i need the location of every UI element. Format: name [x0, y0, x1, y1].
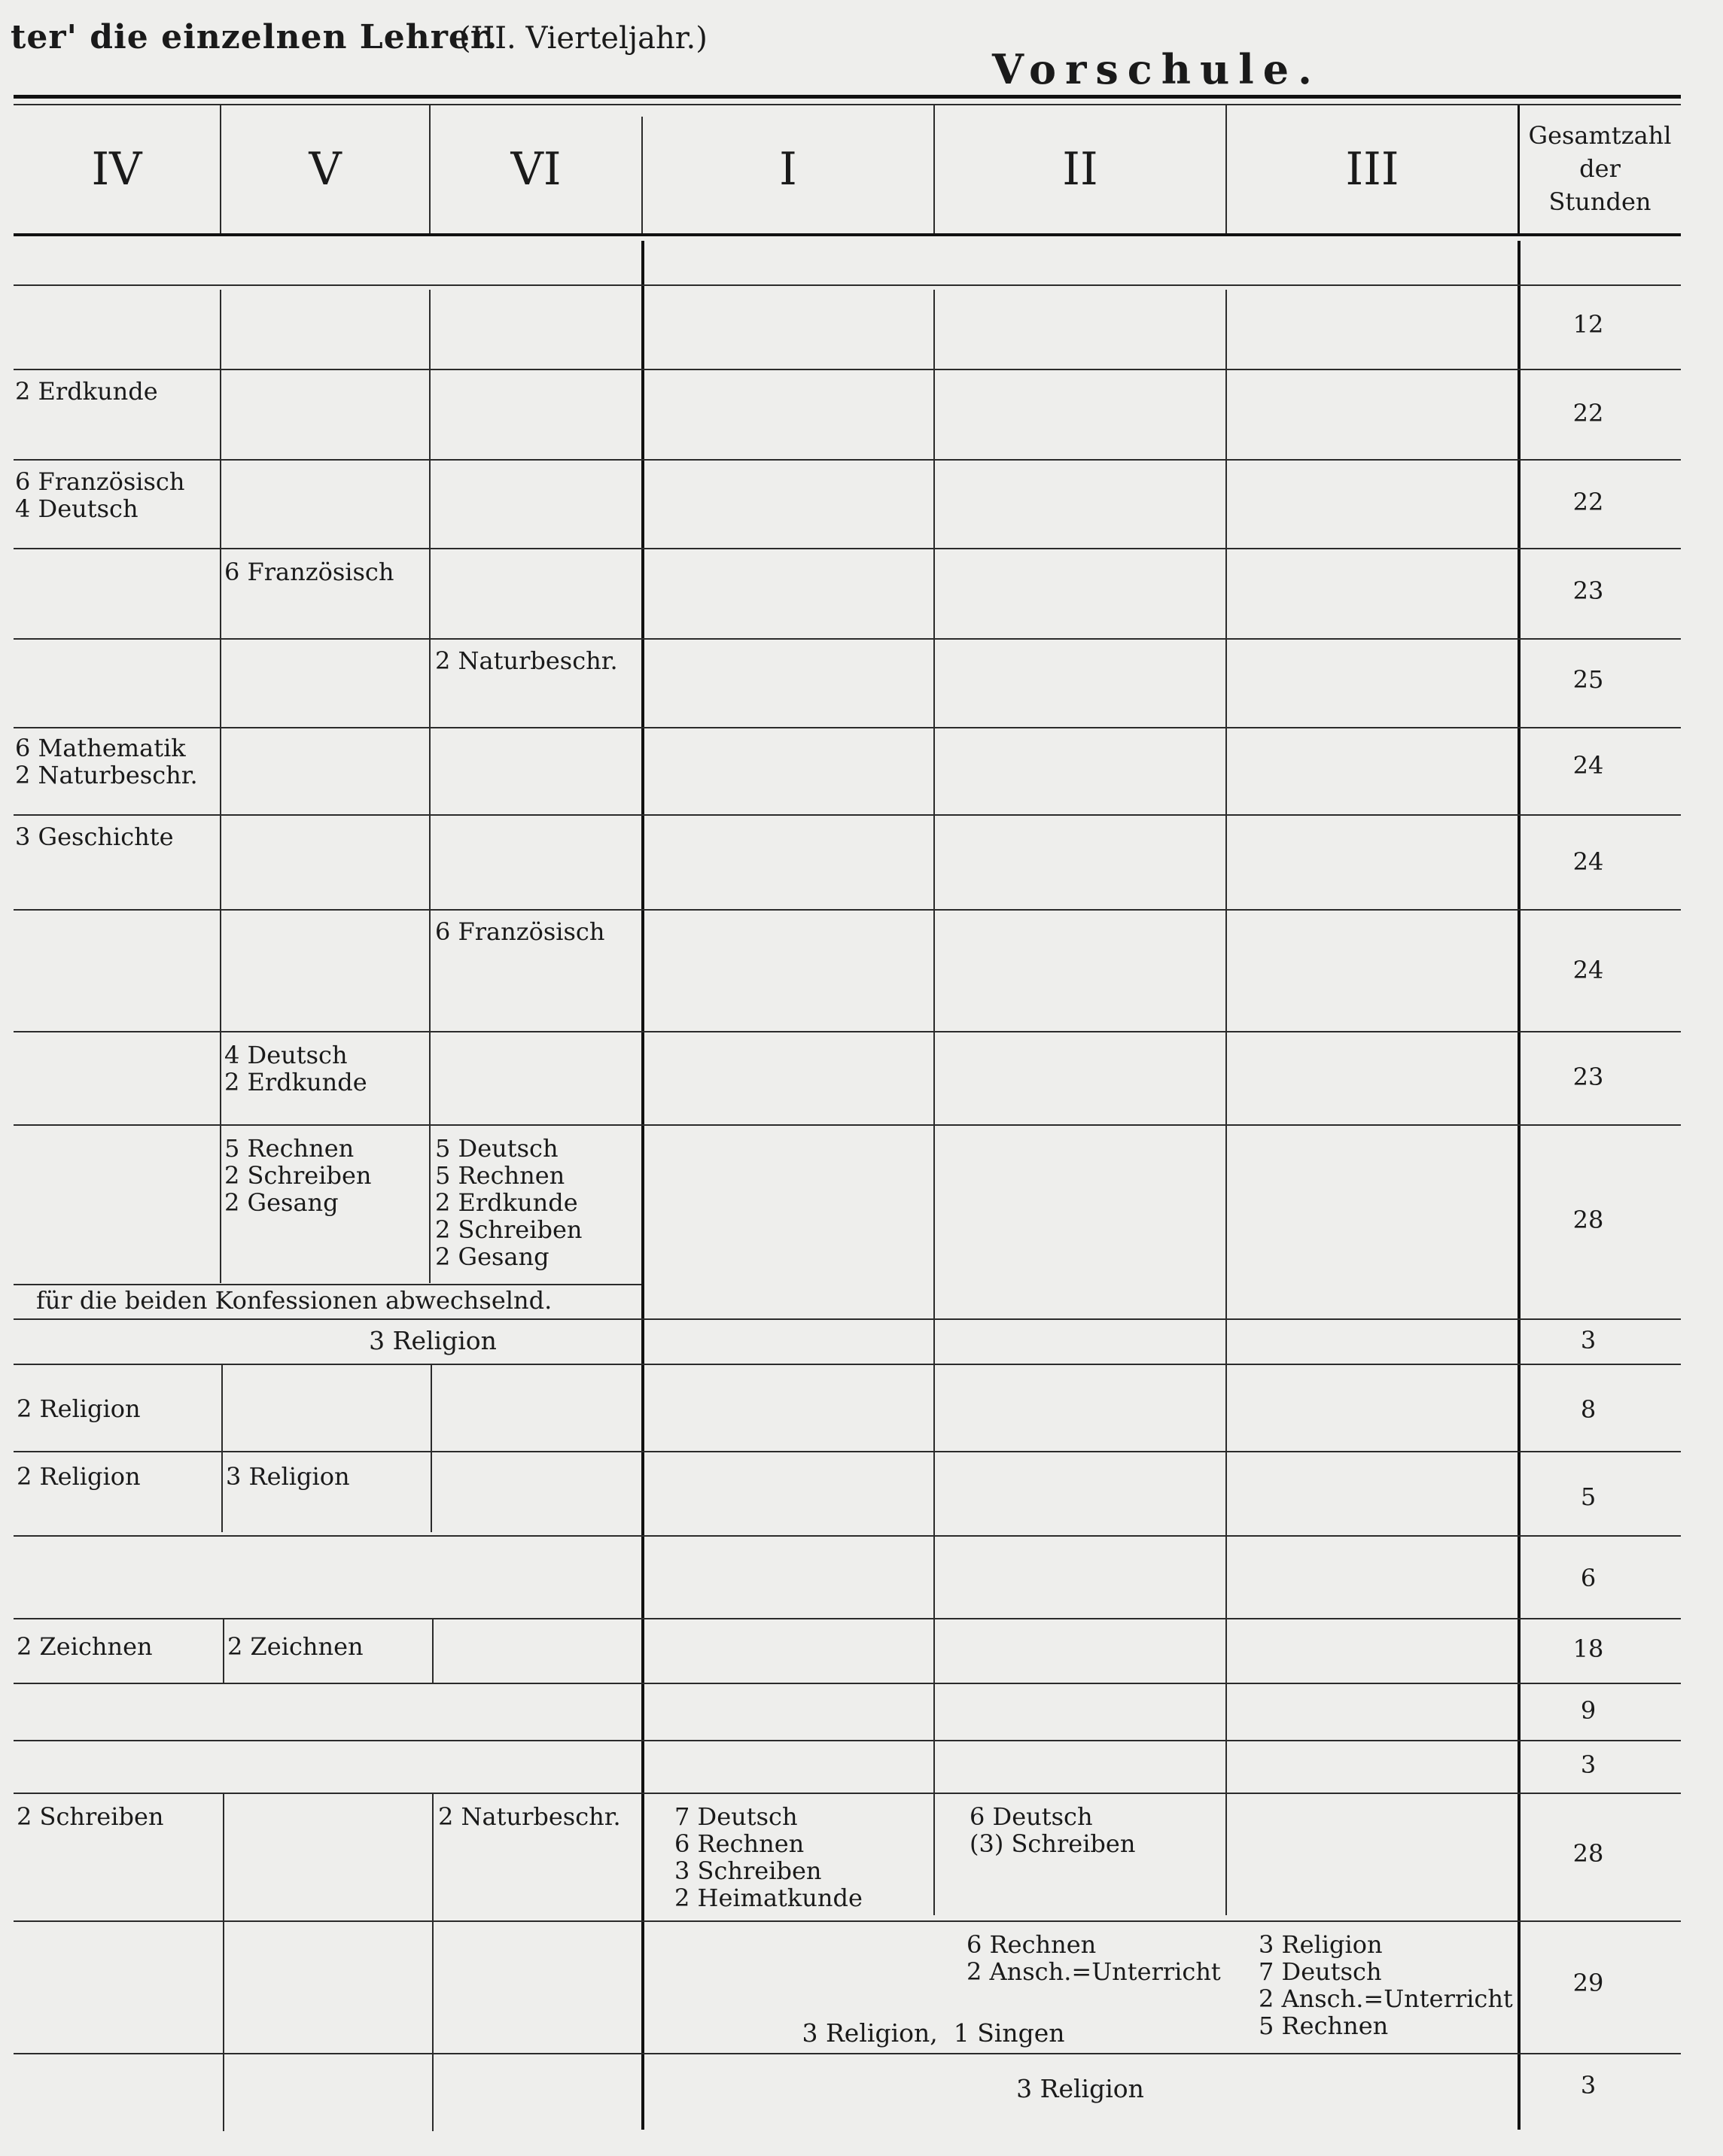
total-hours: 9 — [1580, 1696, 1597, 1725]
col-header-vi: VI — [510, 143, 562, 196]
row-line — [14, 1535, 1681, 1537]
total-hours: 23 — [1572, 576, 1604, 605]
header-divider — [220, 105, 221, 233]
total-hours: 29 — [1572, 1969, 1604, 1997]
religion-span: 3 Religion — [369, 1326, 497, 1355]
total-hours: 18 — [1572, 1634, 1604, 1663]
col-header-iv: IV — [91, 143, 142, 196]
cell-i: 7 Deutsch 6 Rechnen 3 Schreiben 2 Heimatkunde — [674, 1802, 863, 1912]
column-divider-zeichnen — [223, 1618, 224, 1683]
total-hours: 3 — [1580, 2071, 1597, 2100]
cell-ii: 6 Rechnen 2 Ansch.=Unterricht — [967, 1930, 1221, 1986]
cell-iv: 6 Mathematik 2 Naturbeschr. — [15, 734, 198, 789]
cell-iv: 2 Religion — [17, 1394, 141, 1423]
total-hours: 28 — [1572, 1206, 1604, 1234]
total-hours: 5 — [1580, 1482, 1597, 1511]
cell-vi: 5 Deutsch 5 Rechnen 2 Erdkunde 2 Schreiben 2 Gesang — [435, 1134, 583, 1271]
cell-v: 5 Rechnen 2 Schreiben 2 Gesang — [224, 1134, 372, 1217]
header-divider — [429, 105, 431, 233]
column-divider-religion — [221, 1364, 223, 1532]
column-divider-lower — [432, 1793, 434, 2131]
cell-iv: 6 Französisch 4 Deutsch — [15, 467, 185, 523]
vorschule-span: 3 Religion, 1 Singen — [802, 2018, 1065, 2048]
row-line — [14, 1124, 1681, 1126]
row-line — [14, 1793, 1681, 1794]
row-line — [14, 369, 1681, 370]
total-hours: 25 — [1572, 665, 1604, 694]
row-line — [14, 1920, 1681, 1922]
total-hours: 24 — [1572, 751, 1604, 780]
col-header-ii: II — [1062, 143, 1098, 196]
total-header-line-1: Gesamtzahl — [1528, 121, 1672, 150]
row-line — [14, 1740, 1681, 1741]
cell-iv: 2 Zeichnen — [17, 1632, 153, 1661]
total-hours: 3 — [1580, 1326, 1597, 1355]
cell-vi: 6 Französisch — [435, 917, 605, 946]
header-divider — [1225, 105, 1227, 233]
cell-iv: 2 Religion — [17, 1462, 141, 1491]
total-hours: 22 — [1572, 488, 1604, 516]
cell-vi: 2 Naturbeschr. — [438, 1802, 621, 1831]
cell-vi: 2 Naturbeschr. — [435, 646, 618, 675]
total-hours: 22 — [1572, 399, 1604, 427]
cell-ii: 6 Deutsch (3) Schreiben — [970, 1802, 1136, 1858]
column-divider-ii-iii — [1225, 290, 1227, 1915]
row-line — [14, 814, 1681, 816]
row-line — [14, 909, 1681, 911]
column-divider-iv-v — [220, 290, 221, 1283]
cell-iii: 3 Religion 7 Deutsch 2 Ansch.=Unterricht 5 Rechnen — [1259, 1930, 1513, 2040]
column-divider-i-ii — [933, 290, 935, 1915]
column-divider-lower — [223, 1793, 224, 2131]
cell-iv: 2 Erdkunde — [15, 377, 158, 406]
row-line — [14, 459, 1681, 461]
row-line — [14, 1318, 1681, 1320]
header-divider — [641, 117, 643, 233]
total-hours: 12 — [1572, 310, 1604, 339]
header-section-title: Vorschule. — [992, 45, 1321, 93]
top-rule — [14, 95, 1681, 99]
column-divider-v-vi — [429, 290, 431, 1283]
row-line — [14, 1618, 1681, 1619]
alternating-note: für die beiden Konfessionen abwechselnd. — [36, 1286, 553, 1315]
total-hours: 3 — [1580, 1750, 1597, 1779]
col-header-total — [1519, 119, 1681, 218]
row-line — [14, 1284, 641, 1285]
row-line — [14, 2053, 1681, 2054]
cell-iv: 2 Schreiben — [17, 1802, 164, 1831]
total-header-line-3: Stunden — [1548, 187, 1651, 216]
col-header-iii: III — [1345, 143, 1399, 196]
cell-v: 3 Religion — [226, 1462, 350, 1491]
row-line — [14, 727, 1681, 728]
cell-v: 6 Französisch — [224, 558, 394, 586]
cell-v: 2 Zeichnen — [227, 1632, 364, 1661]
row-line — [14, 638, 1681, 640]
cell-v: 4 Deutsch 2 Erdkunde — [224, 1041, 367, 1096]
row-line — [14, 1451, 1681, 1452]
header-divider — [1518, 105, 1520, 233]
row-line — [14, 1031, 1681, 1032]
total-hours: 24 — [1572, 847, 1604, 876]
header-quarter: (III. Vierteljahr.) — [459, 21, 708, 56]
col-header-i: I — [779, 143, 797, 196]
total-hours: 8 — [1580, 1395, 1597, 1424]
total-hours: 6 — [1580, 1564, 1597, 1592]
header-divider — [933, 105, 935, 233]
top-rule-thin — [14, 104, 1681, 105]
row-line — [14, 1364, 1681, 1365]
column-divider-zeichnen — [432, 1618, 434, 1683]
total-hours: 24 — [1572, 956, 1604, 984]
header-title: ter' die einzelnen Lehrer. — [11, 18, 498, 56]
cell-iv: 3 Geschichte — [15, 823, 174, 851]
row-line — [14, 548, 1681, 549]
column-divider-religion — [431, 1364, 432, 1532]
vorschule-span: 3 Religion — [1016, 2074, 1144, 2103]
header-bottom-rule — [14, 233, 1681, 236]
total-hours: 23 — [1572, 1063, 1604, 1091]
column-divider-vorschule — [641, 241, 644, 2130]
row-line — [14, 284, 1681, 286]
col-header-v: V — [309, 143, 342, 196]
row-line — [14, 1683, 1681, 1684]
total-header-line-2: der — [1579, 154, 1621, 183]
total-hours: 28 — [1572, 1839, 1604, 1868]
